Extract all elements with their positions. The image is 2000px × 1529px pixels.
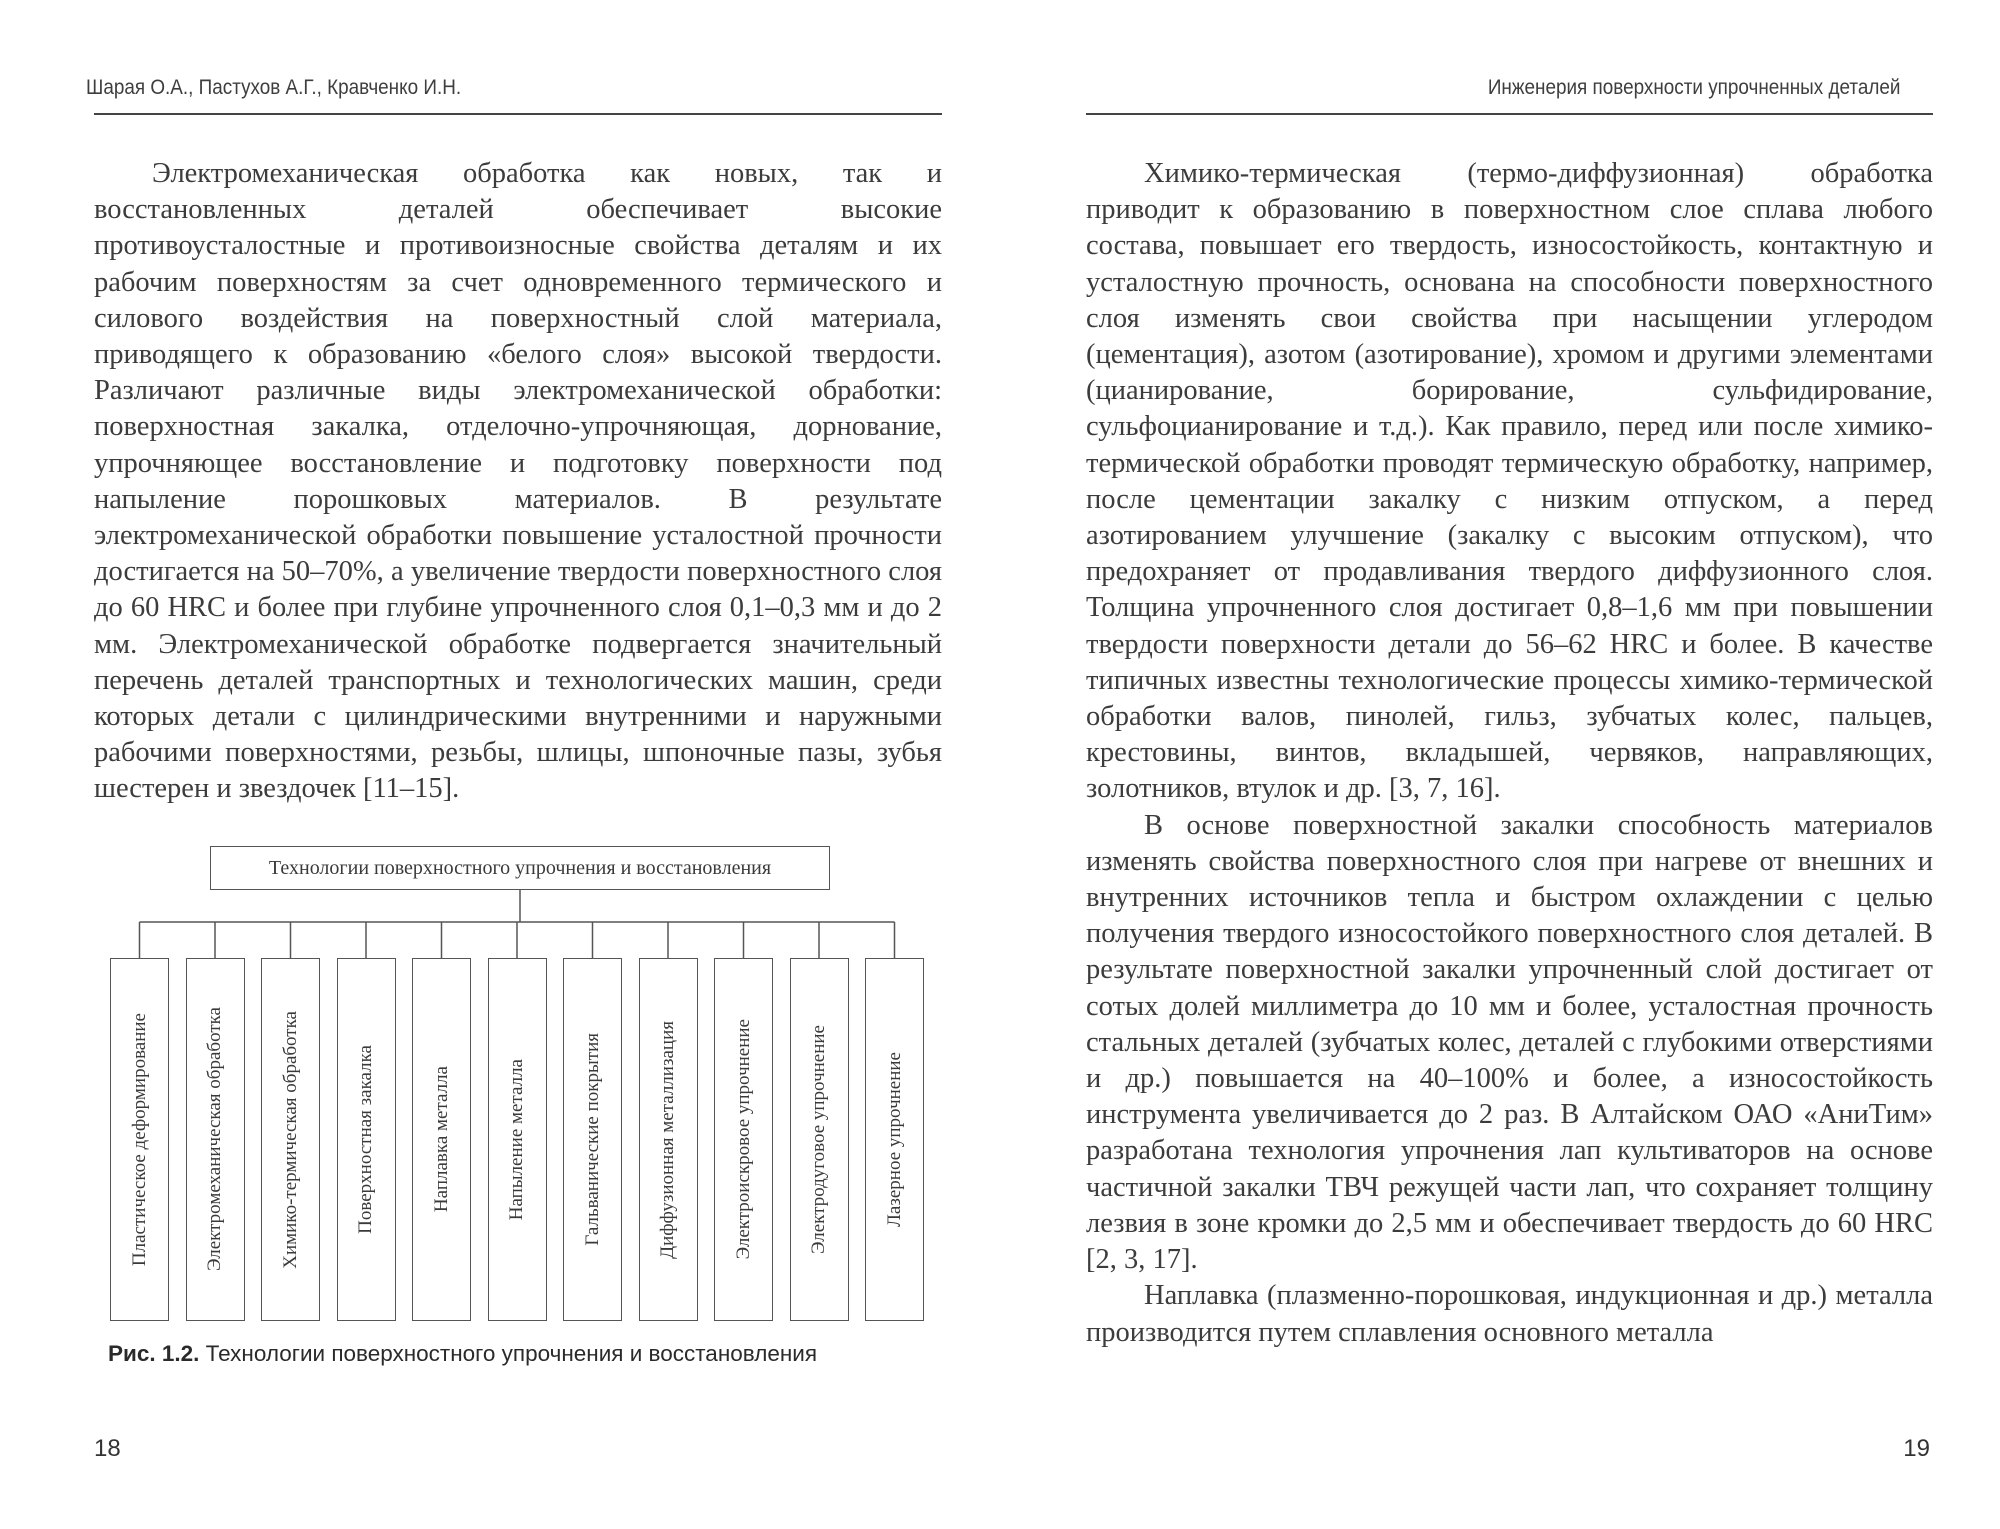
method-box bbox=[261, 958, 320, 1321]
method-label: Электроискровое упрочнение bbox=[732, 1019, 754, 1260]
method-box bbox=[714, 958, 773, 1321]
figure-caption bbox=[108, 1341, 817, 1367]
paragraph: В основе поверхностной закалки способность материалов изменять свойства поверхностного слоя при нагреве от внешних и внутренних источников тепла и быстром охлаждении с целью получения твердого износостойкого поверхностного слоя деталей. В результате поверхностной закалки упрочненный слой достигает от сотых долей миллиметра до 10 мм и более, усталостная прочность стальных деталей (зубчатых колес, деталей с глубокими отверстиями и др.) повышается на 40–100% и более, а износостойкость инструмента увеличивается до 2 раз. В Алтайском ОАО «АниТим» разработана технология упрочнения лап культиваторов на основе частичной закалки ТВЧ режущей части лап, что сохраняет толщину лезвия в зоне кромки до 2,5 мм и обеспечивает твердость до 60 HRC [2, 3, 17]. bbox=[1086, 809, 1933, 1276]
method-label: Наплавка металла bbox=[430, 1066, 452, 1213]
method-label: Лазерное упрочнение bbox=[883, 1052, 905, 1227]
figure-caption-text: Технологии поверхностного упрочнения и восстановления bbox=[199, 1341, 818, 1366]
left-body-text bbox=[94, 156, 942, 808]
method-box bbox=[337, 958, 396, 1321]
method-label: Гальванические покрытия bbox=[581, 1033, 603, 1246]
figure-caption-label: Рис. 1.2. bbox=[108, 1341, 200, 1366]
header-rule bbox=[1086, 113, 1933, 115]
method-label: Химико-термическая обработка bbox=[279, 1010, 301, 1269]
diagram-root-box bbox=[210, 846, 830, 890]
method-box bbox=[865, 958, 924, 1321]
method-box bbox=[186, 958, 245, 1321]
method-box bbox=[563, 958, 622, 1321]
method-box bbox=[110, 958, 169, 1321]
method-label: Электромеханическая обработка bbox=[204, 1007, 225, 1272]
method-label: Диффузионная металлизация bbox=[657, 1020, 678, 1259]
technology-diagram bbox=[110, 846, 930, 1326]
page-number: 19 bbox=[1903, 1435, 1930, 1462]
method-label: Пластическое деформирование bbox=[128, 1012, 150, 1267]
method-label: Поверхностная закалка bbox=[355, 1045, 376, 1234]
method-box bbox=[790, 958, 849, 1321]
running-head-authors: Шарая О.А., Пастухов А.Г., Кравченко И.Н. bbox=[86, 76, 462, 99]
right-body-text bbox=[1086, 156, 1933, 1351]
paragraph: Электромеханическая обработка как новых, так и восстановленных деталей обеспечивает высокие противоусталостные и противоизносные свойства деталям и их рабочим поверхностям за счет одновременного термического и силового воздействия на поверхностный слой материала, приводящего к образованию «белого слоя» высокой твердости. Различают различные виды электромеханической обработки: поверхностная закалка, отделочно-упрочняющая, дорнование, упрочняющее восстановление и подготовку поверхности под напыление порошковых материалов. В результате электромеханической обработки повышение усталостной прочности достигается на 50–70%, а увеличение твердости поверхностного слоя до 60 HRC и более при глубине упрочненного слоя 0,1–0,3 мм и до 2 мм. Электромеханической обработке подвергается значительный перечень деталей транспортных и технологических машин, среди которых детали с цилиндрическими внутренними и наружными рабочими поверхностями, резьбы, шлицы, шпоночные пазы, зубья шестерен и звездочек [11–15]. bbox=[94, 158, 942, 805]
paragraph: Наплавка (плазменно-порошковая, индукционная и др.) металла производится путем сплавления основного металла bbox=[1086, 1280, 1933, 1348]
method-box bbox=[639, 958, 698, 1321]
running-head-title: Инженерия поверхности упрочненных деталей bbox=[1487, 76, 1900, 99]
paragraph: Химико-термическая (термо-диффузионная) обработка приводит к образованию в поверхностном слое сплава любого состава, повышает его твердость, износостойкость, контактную и усталостную прочность, основана на способности поверхностного слоя изменять свои свойства при насыщении углеродом (цементация), азотом (азотирование), хромом и другими элементами (цианирование, борирование, сульфидирование, сульфоцианирование и т.д.). Как правило, перед или после химико-термической обработки проводят термическую обработку, например, после цементации закалку с низким отпуском, а перед азотированием улучшение (закалку с высоким отпуском), что предохраняет от продавливания твердого диффузионного слоя. Толщина упрочненного слоя достигает 0,8–1,6 мм при повышении твердости поверхности детали до 56–62 HRC и более. В качестве типичных известны технологические процессы химико-термической обработки валов, пинолей, гильз, зубчатых колес, пальцев, крестовины, винтов, вкладышей, червяков, направляющих, золотников, втулок и др. [3, 7, 16]. bbox=[1086, 158, 1933, 805]
method-label: Напыление металла bbox=[506, 1058, 527, 1221]
right-page bbox=[1000, 0, 2000, 1529]
method-box bbox=[412, 958, 471, 1321]
header-rule bbox=[94, 113, 942, 115]
method-label: Электродуговое упрочнение bbox=[808, 1024, 829, 1255]
method-box bbox=[488, 958, 547, 1321]
page-number: 18 bbox=[94, 1435, 121, 1462]
diagram-root-label: Технологии поверхностного упрочнения и восстановления bbox=[268, 856, 772, 879]
